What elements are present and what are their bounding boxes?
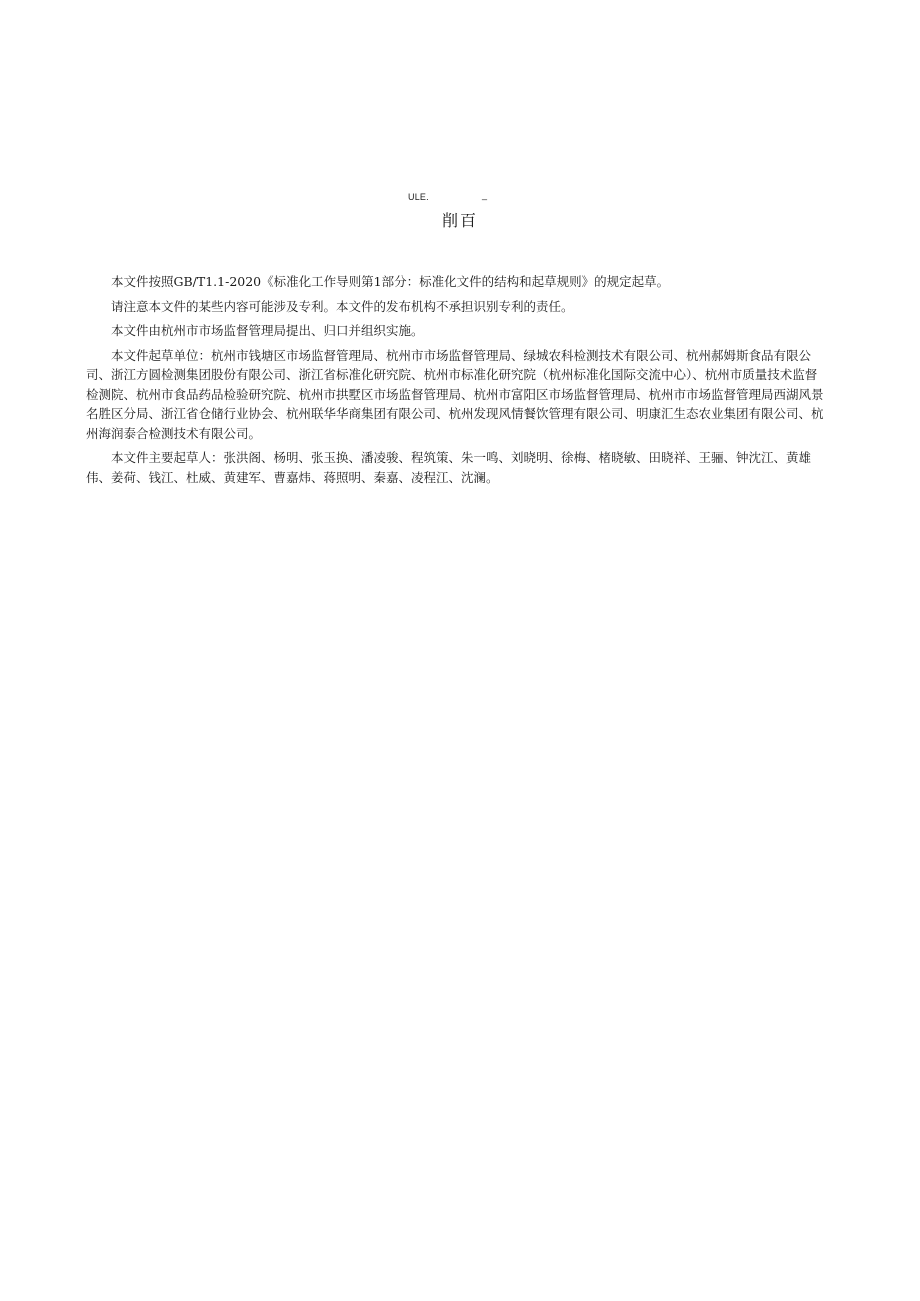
- paragraph-drafting-units: 本文件起草单位：杭州市钱塘区市场监督管理局、杭州市市场监督管理局、绿城农科检测技术有限公司、杭州郝姆斯食品有限公司、浙江方圆检测集团股份有限公司、浙江省标准化研究院、杭州市标准化研究院（杭州标准化国际交流中心）、杭州市质量技术监督检测院、杭州市食品药品检验研究院、杭州市拱墅区市场监督管理局、杭州市富阳区市场监督管理局、杭州市市场监督管理局西湖风景名胜区分局、浙江省仓储行业协会、杭州联华华商集团有限公司、杭州发现风情餐饮管理有限公司、明康汇生态农业集团有限公司、杭州海润泰合检测技术有限公司。: [86, 347, 824, 441]
- scan-mark-left: ULE.: [408, 192, 429, 202]
- paragraph-drafters: 本文件主要起草人：张洪阁、杨明、张玉换、潘凌骏、程筑策、朱一鸣、刘晓明、徐梅、楮晓敏、田晓祥、王骊、钟沈江、黄雄伟、姜荷、钱江、杜威、黄建军、曹嘉炜、蒋照明、秦嘉、凌程江、沈澜。: [86, 450, 812, 485]
- paragraph-patent-notice: 请注意本文件的某些内容可能涉及专利。本文件的发布机构不承担识别专利的责任。: [111, 298, 574, 314]
- paragraph-drafting-basis: 本文件按照GB/T1.1-2020《标准化工作导则第1部分：标准化文件的结构和起草规则》的规定起草。: [111, 274, 670, 289]
- scan-mark-right: _: [482, 190, 488, 200]
- foreword-body: [86, 272, 826, 492]
- paragraph-proposer: 本文件由杭州市市场监督管理局提出、归口并组织实施。: [111, 323, 424, 338]
- section-heading: 削百: [441, 211, 478, 230]
